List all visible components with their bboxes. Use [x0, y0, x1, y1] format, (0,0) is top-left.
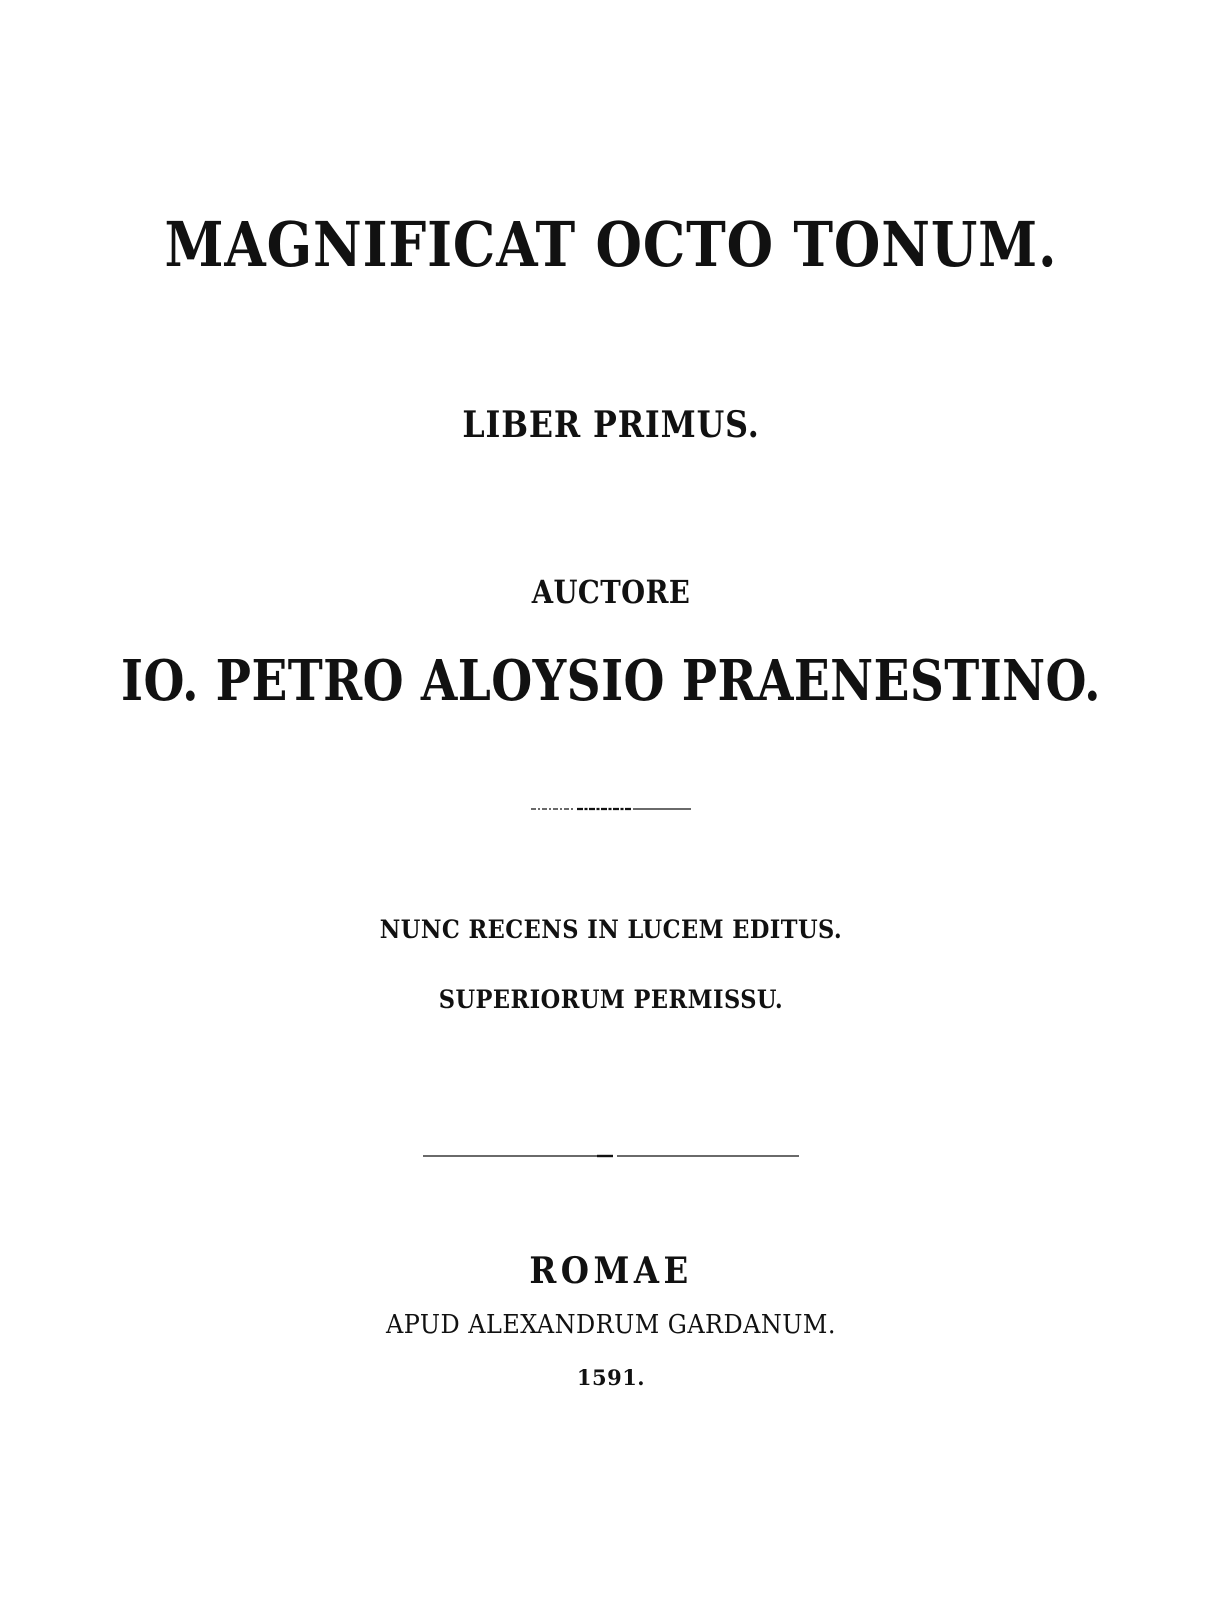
book-label: LIBER PRIMUS.	[462, 404, 760, 446]
edition-note: NUNC RECENS IN LUCEM EDITUS.	[379, 915, 843, 944]
imprint-year: 1591.	[576, 1365, 646, 1390]
imprint-printer: APUD ALEXANDRUM GARDANUM.	[386, 1310, 836, 1340]
author-name: IO. PETRO ALOYSIO PRAENESTINO.	[121, 648, 1101, 714]
page-title: MAGNIFICAT OCTO TONUM.	[164, 208, 1058, 281]
author-label: AUCTORE	[531, 573, 691, 611]
ornamental-divider-bottom	[0, 1153, 1222, 1159]
imprint-city: ROMAE	[529, 1250, 693, 1292]
ornamental-divider-top	[0, 806, 1222, 812]
permission-note: SUPERIORUM PERMISSU.	[438, 985, 784, 1014]
